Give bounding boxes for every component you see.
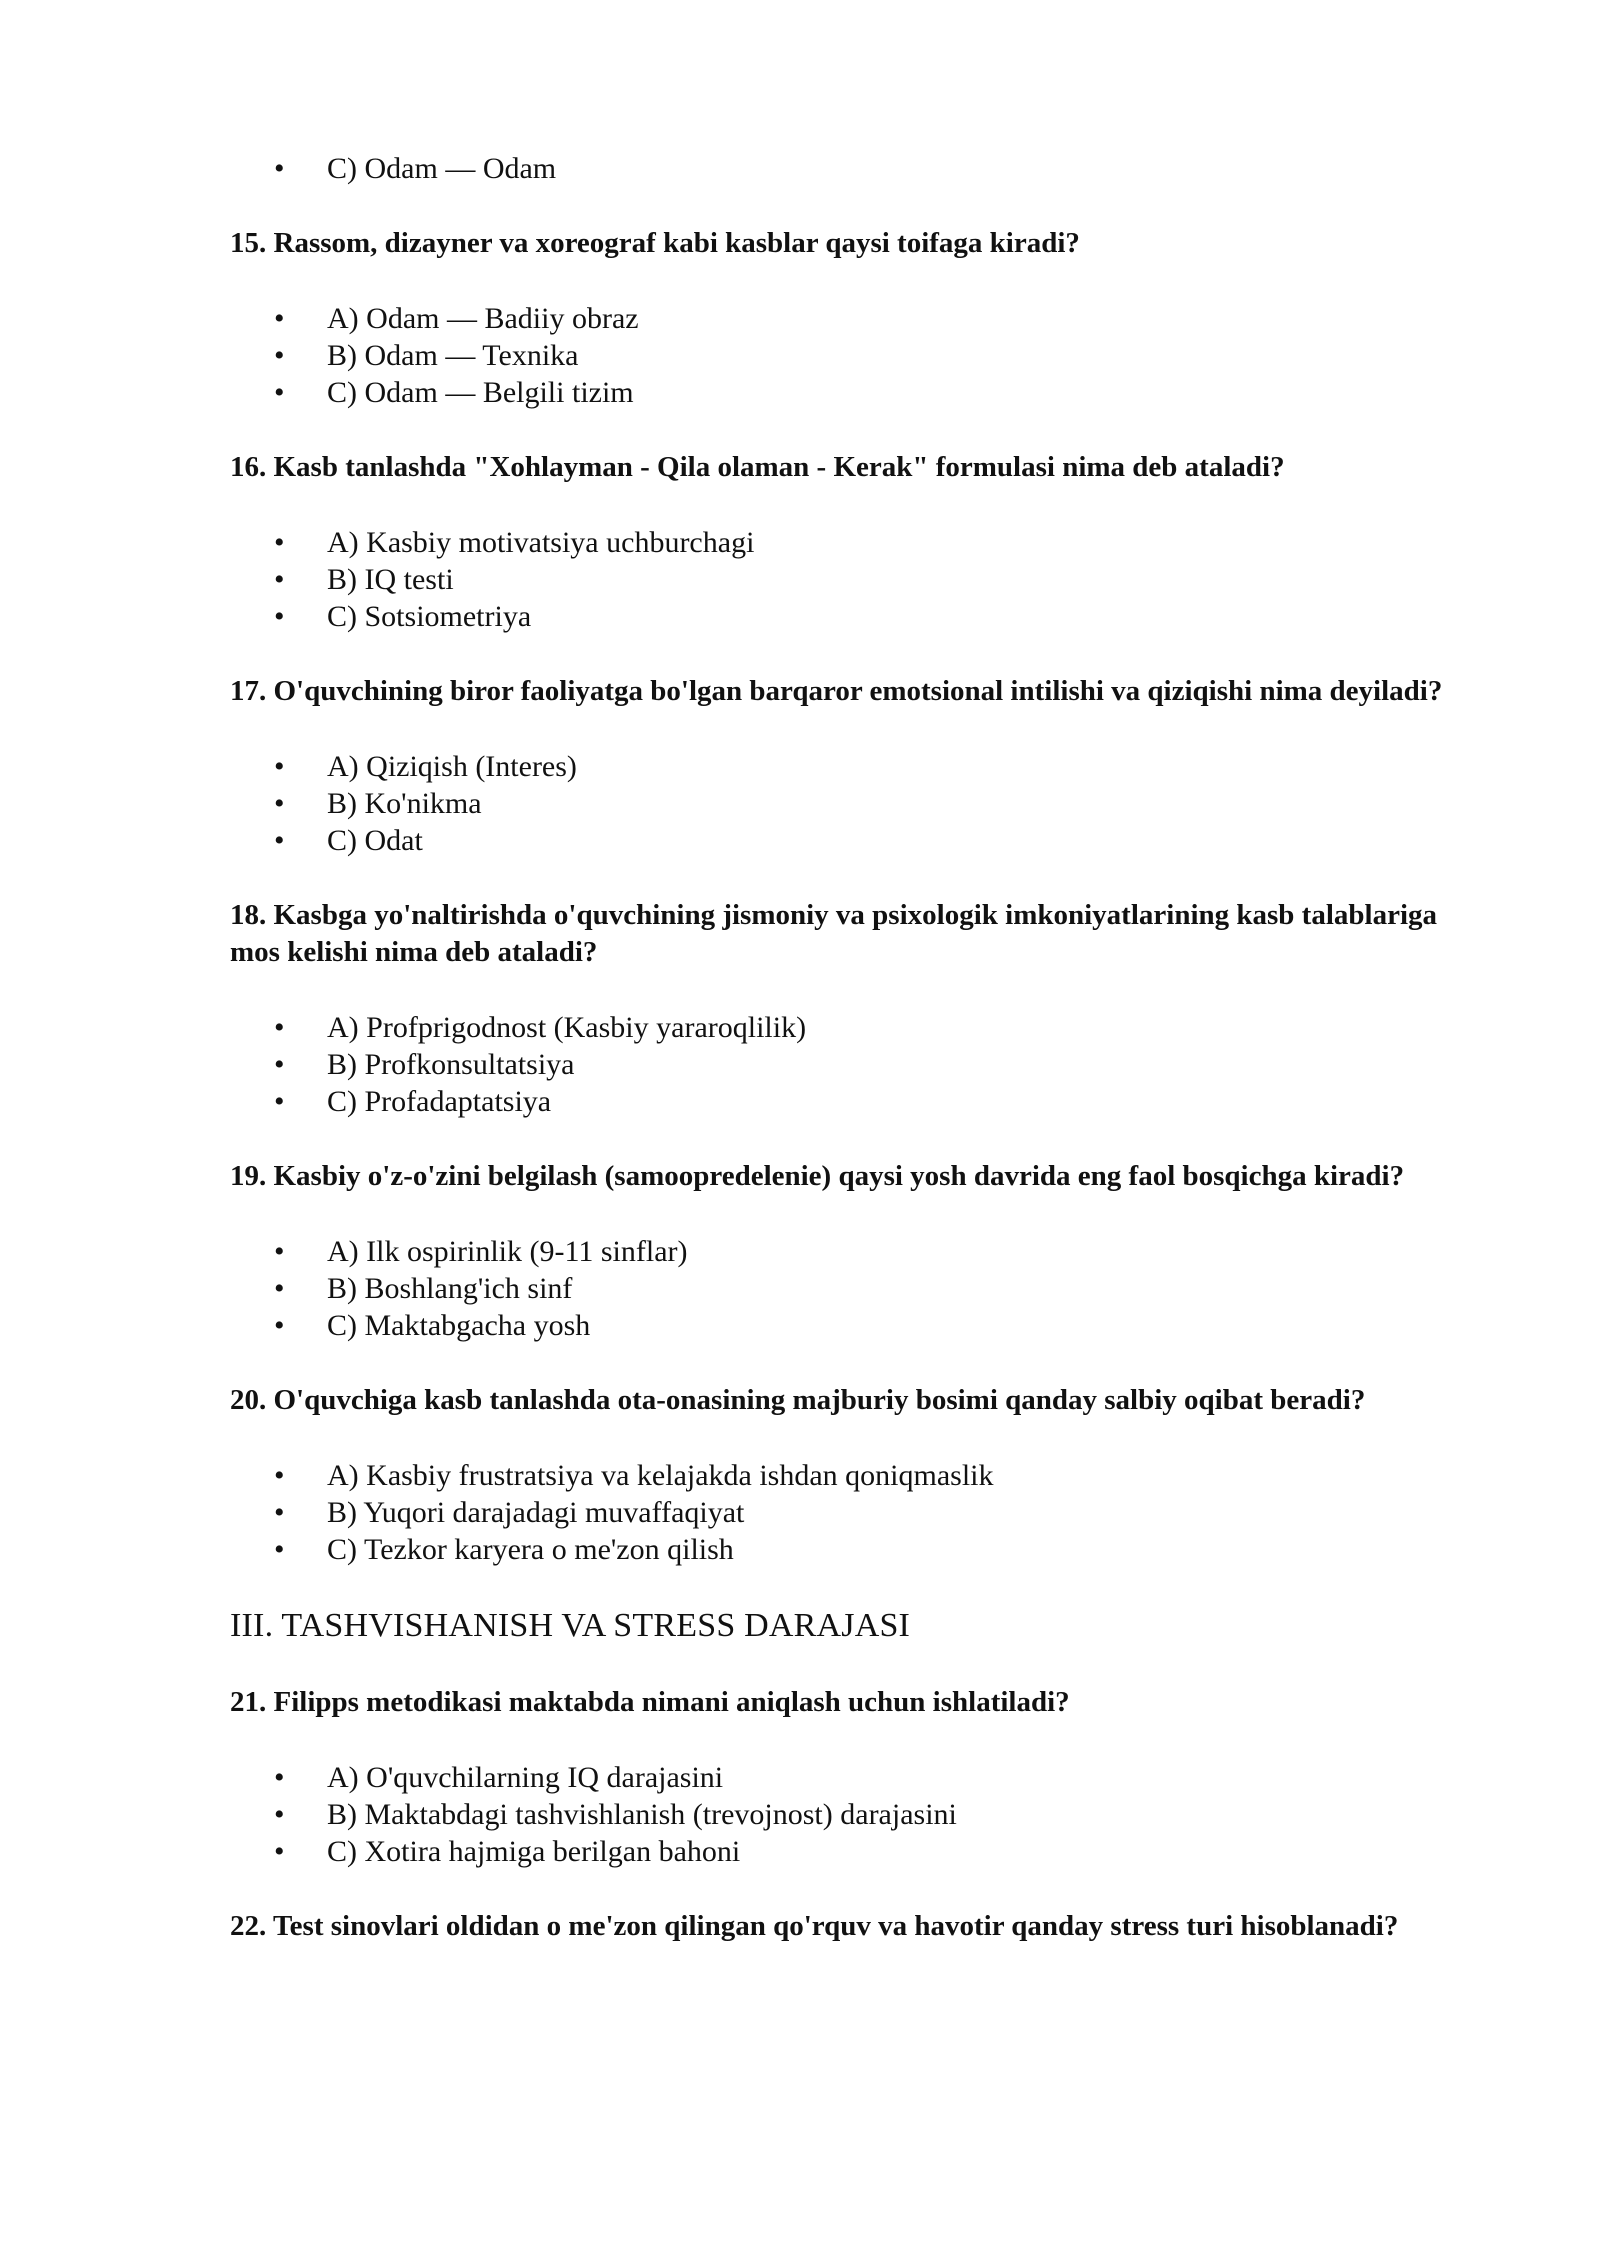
- answer-option: [230, 1833, 1470, 1870]
- answer-option: [230, 1494, 1470, 1531]
- option-text: A) Qiziqish (Interes): [327, 750, 577, 783]
- bullet-icon: •: [274, 1272, 285, 1305]
- option-text: A) O'quvchilarning IQ darajasini: [327, 1761, 724, 1794]
- option-list: [230, 1759, 1470, 1870]
- question-text: 20. O'quvchiga kasb tanlashda ota-onasining majburiy bosimi qanday salbiy oqibat beradi?: [230, 1384, 1366, 1416]
- option-text: B) Boshlang'ich sinf: [327, 1272, 573, 1305]
- bullet-icon: •: [274, 787, 285, 820]
- answer-option: [230, 561, 1470, 598]
- option-text: C) Odam — Odam: [327, 152, 557, 185]
- answer-option: [230, 1307, 1470, 1344]
- bullet-icon: •: [274, 526, 285, 559]
- option-text: B) Yuqori darajadagi muvaffaqiyat: [327, 1496, 745, 1529]
- bullet-icon: •: [274, 1496, 285, 1529]
- bullet-icon: •: [274, 1761, 285, 1794]
- question-text: 19. Kasbiy o'z-o'zini belgilash (samoopredelenie) qaysi yosh davrida eng faol bosqichga kiradi?: [230, 1160, 1405, 1192]
- bullet-icon: •: [274, 600, 285, 633]
- option-text: C) Sotsiometriya: [327, 600, 532, 633]
- question-text: 17. O'quvchining biror faoliyatga bo'lgan barqaror emotsional intilishi va qiziqishi nima deyiladi?: [230, 675, 1443, 707]
- answer-option: [230, 785, 1470, 822]
- option-text: C) Odat: [327, 824, 423, 857]
- answer-option: [230, 1233, 1470, 1270]
- question-list: [230, 225, 1470, 1945]
- answer-option: [230, 374, 1470, 411]
- bullet-icon: •: [274, 302, 285, 335]
- answer-option: [230, 1083, 1470, 1120]
- answer-option: [230, 1009, 1470, 1046]
- answer-option: [230, 150, 1470, 187]
- option-text: C) Odam — Belgili tizim: [327, 376, 634, 409]
- answer-option: [230, 1457, 1470, 1494]
- bullet-icon: •: [274, 1235, 285, 1268]
- bullet-icon: •: [274, 1011, 285, 1044]
- option-text: B) Ko'nikma: [327, 787, 482, 820]
- question-text: 15. Rassom, dizayner va xoreograf kabi kasblar qaysi toifaga kiradi?: [230, 227, 1080, 259]
- option-text: B) Maktabdagi tashvishlanish (trevojnost) darajasini: [327, 1798, 957, 1831]
- option-list: [230, 1009, 1470, 1120]
- answer-option: [230, 1270, 1470, 1307]
- option-text: C) Tezkor karyera o me'zon qilish: [327, 1533, 734, 1566]
- option-list: [230, 300, 1470, 411]
- question-block: [230, 897, 1470, 1120]
- bullet-icon: •: [274, 339, 285, 372]
- option-text: A) Profprigodnost (Kasbiy yararoqlilik): [327, 1011, 807, 1044]
- question-block: [230, 1158, 1470, 1344]
- option-list: [230, 748, 1470, 859]
- bullet-icon: •: [274, 1533, 285, 1566]
- option-text: C) Profadaptatsiya: [327, 1085, 552, 1118]
- option-text: B) Profkonsultatsiya: [327, 1048, 575, 1081]
- bullet-icon: •: [274, 1048, 285, 1081]
- option-text: B) IQ testi: [327, 563, 454, 596]
- answer-option: [230, 1531, 1470, 1568]
- option-text: C) Maktabgacha yosh: [327, 1309, 591, 1342]
- bullet-icon: •: [274, 824, 285, 857]
- option-text: A) Kasbiy motivatsiya uchburchagi: [327, 526, 755, 559]
- bullet-icon: •: [274, 1085, 285, 1118]
- option-text: B) Odam — Texnika: [327, 339, 579, 372]
- question-text: 22. Test sinovlari oldidan o me'zon qilingan qo'rquv va havotir qanday stress turi hisoblanadi?: [230, 1910, 1399, 1942]
- answer-option: [230, 1796, 1470, 1833]
- option-list: [230, 1457, 1470, 1568]
- answer-option: [230, 524, 1470, 561]
- answer-option: [230, 822, 1470, 859]
- bullet-icon: •: [274, 152, 285, 185]
- bullet-icon: •: [274, 376, 285, 409]
- quiz-content: [230, 150, 1470, 1945]
- question-text: 21. Filipps metodikasi maktabda nimani aniqlash uchun ishlatiladi?: [230, 1686, 1070, 1718]
- question-block: [230, 1684, 1470, 1870]
- option-list: [230, 524, 1470, 635]
- question-block: [230, 449, 1470, 635]
- bullet-icon: •: [274, 1835, 285, 1868]
- question-text: 18. Kasbga yo'naltirishda o'quvchining jismoniy va psixologik imkoniyatlarining kasb talablariga mos kelishi nima deb ataladi?: [230, 899, 1437, 968]
- question-block: [230, 673, 1470, 859]
- answer-option: [230, 337, 1470, 374]
- bullet-icon: •: [274, 750, 285, 783]
- answer-option: [230, 1759, 1470, 1796]
- question-block: [230, 1382, 1470, 1568]
- option-text: C) Xotira hajmiga berilgan bahoni: [327, 1835, 741, 1868]
- question-block: [230, 225, 1470, 411]
- answer-option: [230, 300, 1470, 337]
- option-text: A) Odam — Badiiy obraz: [327, 302, 639, 335]
- question-block: [230, 1908, 1470, 1945]
- option-list: [230, 1233, 1470, 1344]
- section-heading: III. TASHVISHANISH VA STRESS DARAJASI: [230, 1607, 911, 1644]
- answer-option: [230, 748, 1470, 785]
- intro-option-list: [230, 150, 1470, 187]
- answer-option: [230, 598, 1470, 635]
- bullet-icon: •: [274, 1798, 285, 1831]
- bullet-icon: •: [274, 563, 285, 596]
- question-text: 16. Kasb tanlashda "Xohlayman - Qila olaman - Kerak" formulasi nima deb ataladi?: [230, 451, 1285, 483]
- option-text: A) Kasbiy frustratsiya va kelajakda ishdan qoniqmaslik: [327, 1459, 994, 1492]
- bullet-icon: •: [274, 1309, 285, 1342]
- bullet-icon: •: [274, 1459, 285, 1492]
- option-text: A) Ilk ospirinlik (9-11 sinflar): [327, 1235, 688, 1268]
- answer-option: [230, 1046, 1470, 1083]
